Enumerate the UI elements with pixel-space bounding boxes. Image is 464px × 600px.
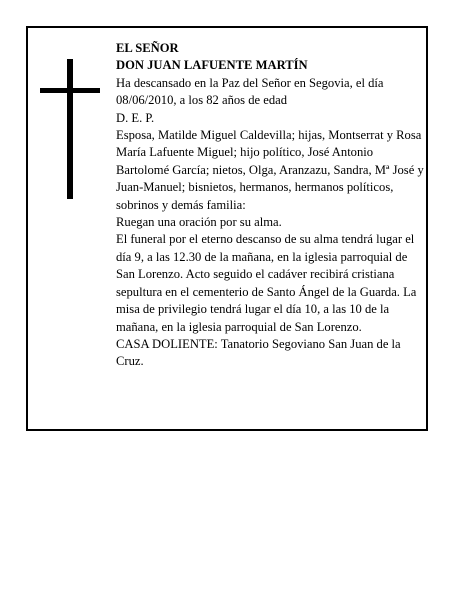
family-list: Esposa, Matilde Miguel Caldevilla; hijas, Montserrat y Rosa María Lafuente Miguel; hijo político, José Antonio Bartolomé García; nietos, Olga, Aranzazu, Sandra, Mª José y Juan-Manuel; bisnietos, hermanos, hermanos políticos, sobrinos y demás familia: — [116, 128, 424, 212]
cross-vertical-bar — [67, 59, 73, 199]
death-announcement: Ha descansado en la Paz del Señor en Segovia, el día 08/06/2010, a los 82 años de edad — [116, 75, 384, 108]
prayer-request: Ruegan una oración por su alma. — [116, 215, 282, 230]
funeral-details: El funeral por el eterno descanso de su alma tendrá lugar el día 9, a las 12.30 de la mañana, en la iglesia parroquial de San Lorenzo. Acto seguido el cadáver recibirá cristiana sepultura en el cementerio de Santo Ángel de la Guarda. La misa de privilegio tendrá lugar el día 10, a las 10 de la mañana, en la iglesia parroquial de San Lorenzo. — [116, 232, 417, 334]
rip-line: D. E. P. — [116, 110, 155, 125]
mortuary-info: CASA DOLIENTE: Tanatorio Segoviano San Juan de la Cruz. — [116, 336, 401, 369]
latin-cross-icon — [40, 59, 100, 199]
cross-horizontal-bar — [40, 88, 100, 93]
obituary-notice — [26, 26, 428, 431]
deceased-name: DON JUAN LAFUENTE MARTÍN — [116, 58, 308, 73]
notice-heading: EL SEÑOR — [116, 41, 179, 55]
notice-text — [116, 40, 424, 371]
